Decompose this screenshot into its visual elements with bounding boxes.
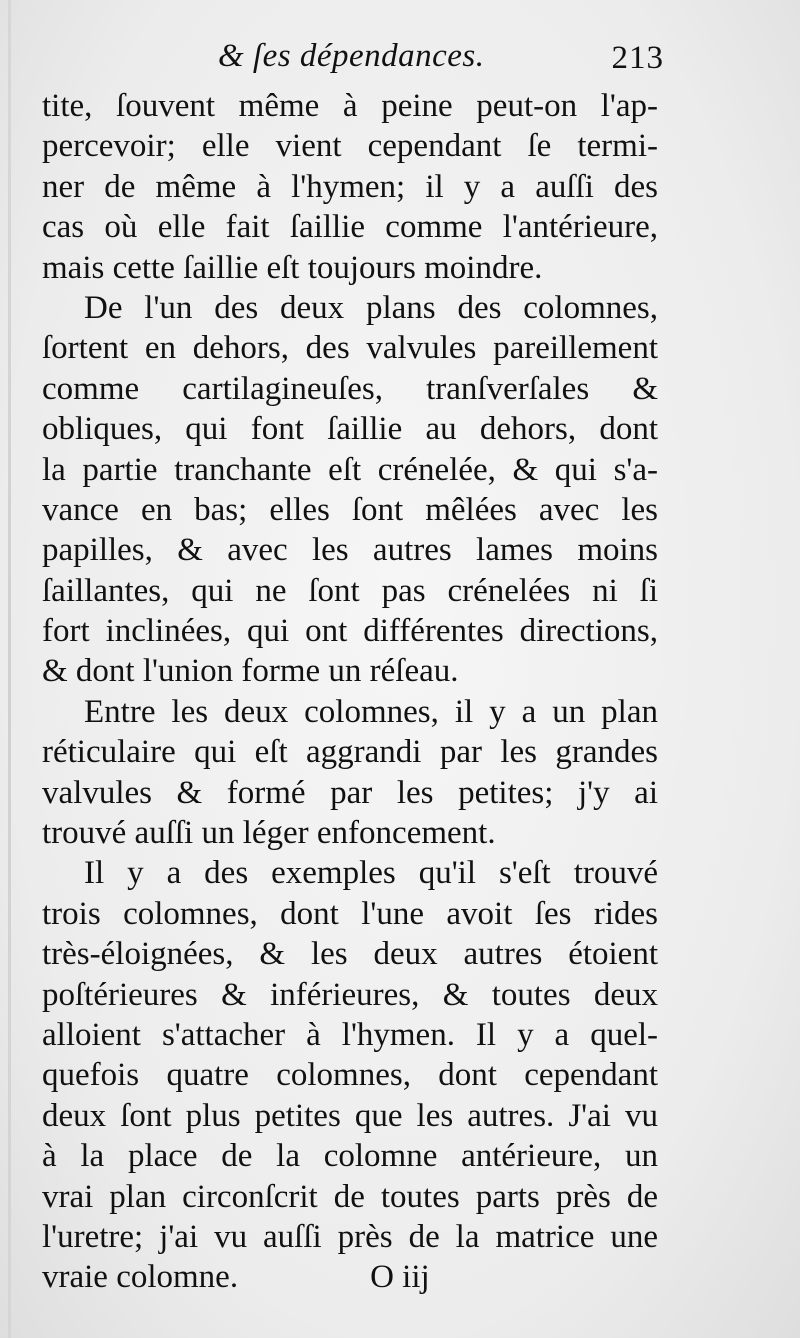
text-line: obliques, qui font ſaillie au dehors, dont	[42, 411, 658, 448]
text-line: poſtérieures & inférieures, & toutes deux	[42, 976, 658, 1013]
text-line: à la place de la colomne antérieure, un	[42, 1138, 658, 1175]
text-line: réticulaire qui eſt aggrandi par les grandes	[42, 734, 658, 771]
text-line: valvules & formé par les petites; j'y ai	[42, 774, 658, 811]
text-line: Entre les deux colomnes, il y a un plan	[84, 693, 658, 730]
text-line: ſortent en dehors, des valvules pareillement	[42, 330, 658, 367]
text-line: percevoir; elle vient cependant ſe termi-	[42, 128, 658, 165]
text-line: trouvé auſſi un léger enfoncement.	[42, 815, 496, 852]
text-line: ſaillantes, qui ne ſont pas crénelées ni ſi	[42, 572, 658, 609]
text-line: alloient s'attacher à l'hymen. Il y a quel-	[42, 1016, 658, 1053]
text-line: tite, ſouvent même à peine peut-on l'ap-	[42, 88, 658, 124]
text-line: l'uretre; j'ai vu auſſi près de la matrice une	[42, 1218, 658, 1255]
text-line: deux ſont plus petites que les autres. J'ai vu	[42, 1097, 658, 1134]
text-line: vance en bas; elles ſont mêlées avec les	[42, 491, 658, 528]
text-line: mais cette ſaillie eſt toujours moindre.	[42, 249, 543, 286]
text-line: quefois quatre colomnes, dont cependant	[42, 1057, 658, 1094]
running-head: & ſes dépendances.	[218, 38, 485, 74]
text-line: ner de même à l'hymen; il y a auſſi des	[42, 168, 658, 205]
text-line: Il y a des exemples qu'il s'eſt trouvé	[84, 855, 658, 892]
text-line: trois colomnes, dont l'une avoit ſes rides	[42, 895, 658, 932]
page-number: 213	[611, 40, 664, 76]
text-line: la partie tranchante eſt crénelée, & qui s'a-	[42, 451, 658, 488]
text-line: papilles, & avec les autres lames moins	[42, 532, 658, 569]
text-line: très-éloignées, & les deux autres étoient	[42, 936, 658, 973]
text-line: De l'un des deux plans des colomnes,	[84, 289, 658, 326]
text-line: fort inclinées, qui ont différentes directions,	[42, 613, 658, 650]
page-header	[40, 38, 670, 82]
text-line: vrai plan circonſcrit de toutes parts près de	[42, 1178, 658, 1215]
body-text	[42, 86, 658, 1298]
text-line: comme cartilagineuſes, tranſverſales &	[42, 370, 658, 407]
text-line: & dont l'union forme un réſeau.	[42, 653, 459, 690]
text-line: cas où elle fait ſaillie comme l'antérieure,	[42, 209, 658, 246]
text-line: vraie colomne. O iij	[42, 1259, 430, 1296]
